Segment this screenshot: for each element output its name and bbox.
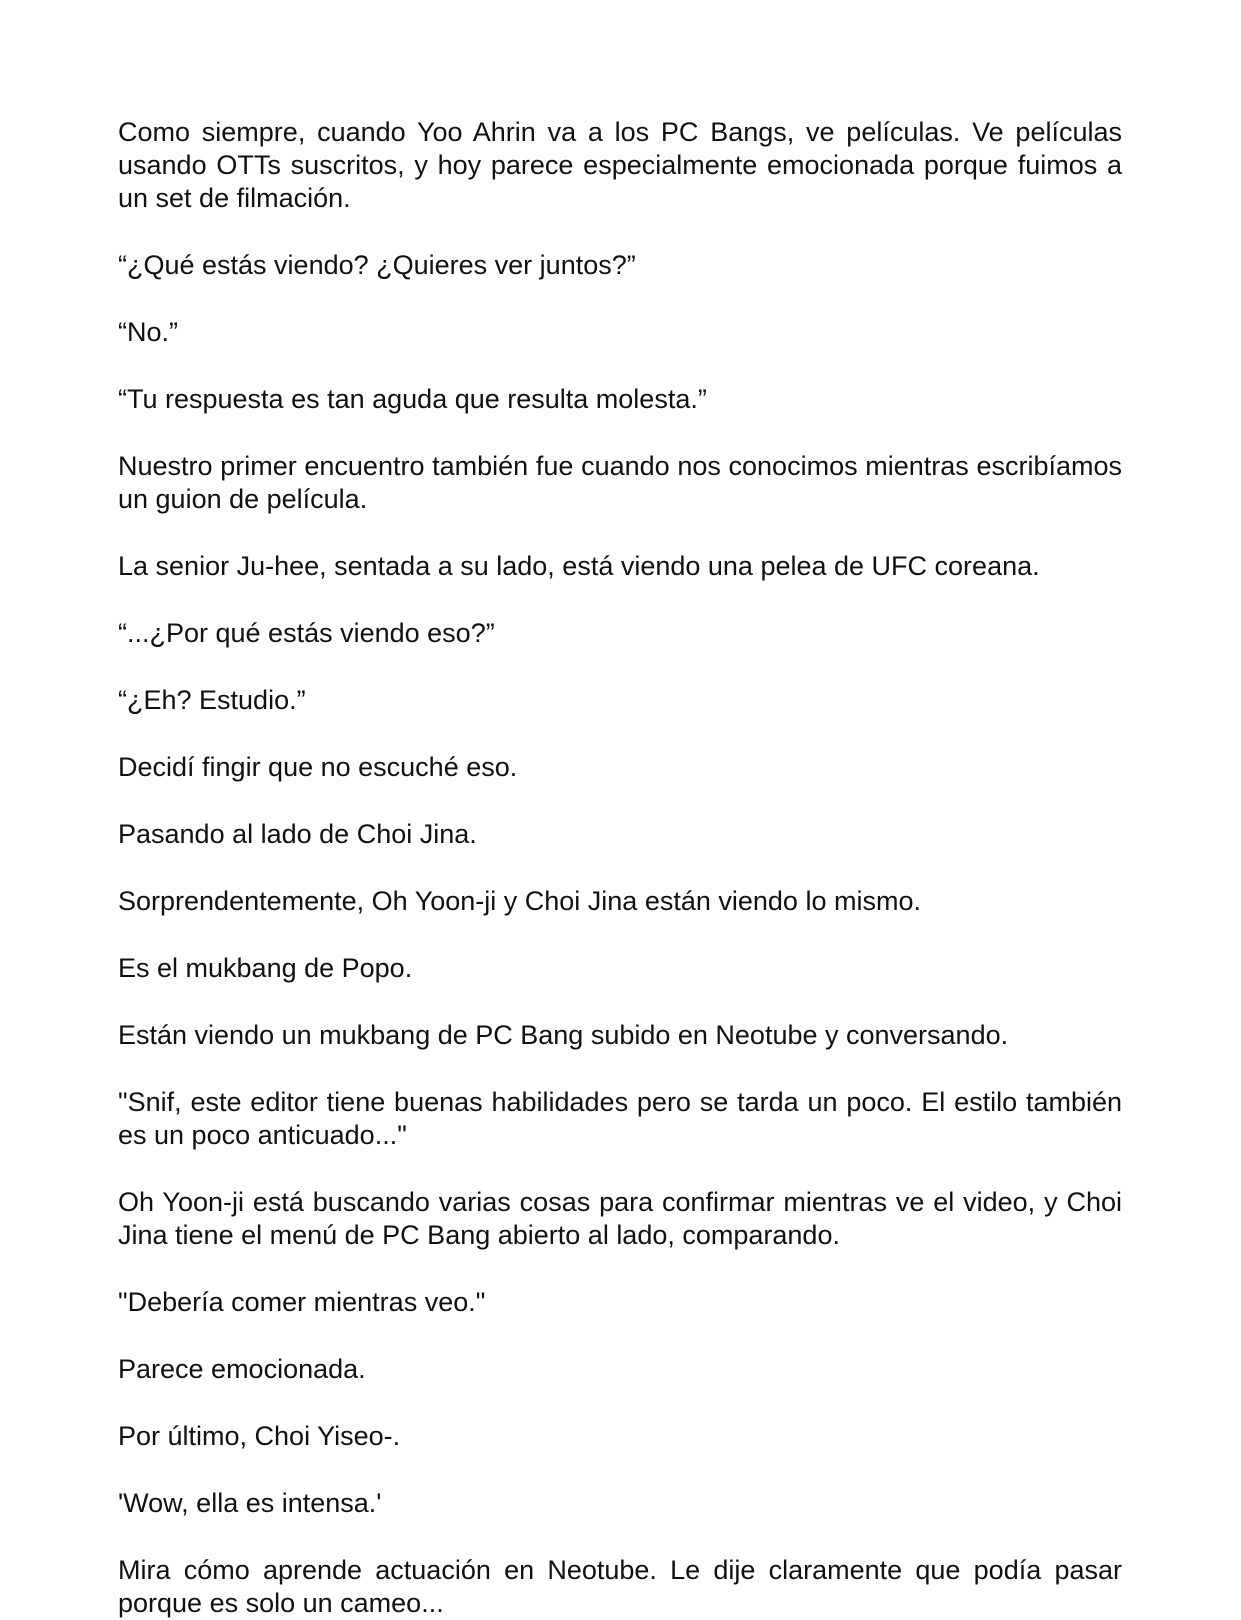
paragraph: Por último, Choi Yiseo-. <box>118 1421 401 1451</box>
paragraph: Decidí fingir que no escuché eso. <box>118 752 518 782</box>
paragraph: Oh Yoon-ji está buscando varias cosas para confirmar mientras ve el video, y Choi Jina tiene el menú de PC Bang abierto al lado, comparando. <box>118 1187 1122 1250</box>
paragraph: Nuestro primer encuentro también fue cuando nos conocimos mientras escribíamos un guion de película. <box>118 451 1122 514</box>
paragraph: Están viendo un mukbang de PC Bang subido en Neotube y conversando. <box>118 1020 1009 1050</box>
paragraph: Es el mukbang de Popo. <box>118 953 413 983</box>
paragraph: "Debería comer mientras veo." <box>118 1287 486 1317</box>
paragraph: “...¿Por qué estás viendo eso?” <box>118 618 495 648</box>
paragraph: Sorprendentemente, Oh Yoon-ji y Choi Jina están viendo lo mismo. <box>118 886 921 916</box>
paragraph: “No.” <box>118 317 178 347</box>
paragraph: "Snif, este editor tiene buenas habilidades pero se tarda un poco. El estilo también es un poco anticuado..." <box>118 1087 1122 1150</box>
paragraph: La senior Ju-hee, sentada a su lado, está viendo una pelea de UFC coreana. <box>118 551 1040 581</box>
paragraph: “¿Eh? Estudio.” <box>118 685 306 715</box>
document-body <box>118 116 1122 1620</box>
paragraph: 'Wow, ella es intensa.' <box>118 1488 382 1518</box>
paragraph: Mira cómo aprende actuación en Neotube. Le dije claramente que podía pasar porque es solo un cameo... <box>118 1555 1122 1618</box>
paragraph: Pasando al lado de Choi Jina. <box>118 819 477 849</box>
paragraph: Parece emocionada. <box>118 1354 366 1384</box>
paragraph: “Tu respuesta es tan aguda que resulta molesta.” <box>118 384 707 414</box>
paragraph: Como siempre, cuando Yoo Ahrin va a los PC Bangs, ve películas. Ve películas usando OTTs suscritos, y hoy parece especialmente emocionada porque fuimos a un set de filmación. <box>118 117 1122 213</box>
paragraph: “¿Qué estás viendo? ¿Quieres ver juntos?” <box>118 250 636 280</box>
